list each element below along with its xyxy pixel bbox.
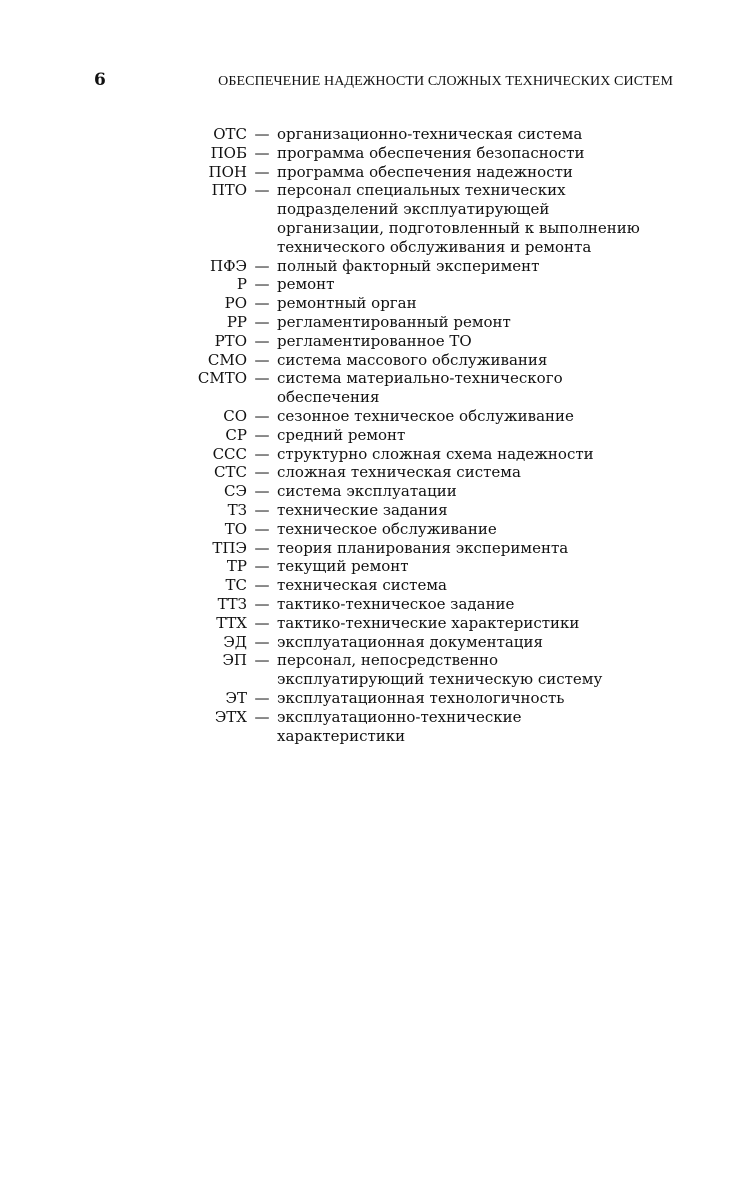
abbreviation-term: Р — [236, 275, 247, 294]
abbreviation-definition — [277, 426, 675, 445]
abbreviation-definition — [277, 501, 675, 520]
abbreviation-term: ТР — [226, 557, 247, 576]
definition-line: ремонтный орган — [277, 294, 417, 313]
em-dash-separator: — — [254, 256, 270, 275]
abbreviation-term: ПОБ — [210, 143, 247, 162]
running-title: ОБЕСПЕЧЕНИЕ НАДЕЖНОСТИ СЛОЖНЫХ ТЕХНИЧЕСКИХ СИСТЕМ — [218, 74, 673, 89]
abbreviation-entry — [0, 369, 755, 407]
definition-line: регламентированное ТО — [277, 331, 472, 350]
abbreviation-entry — [0, 539, 755, 558]
abbreviation-term: ССС — [212, 444, 247, 463]
abbreviation-definition — [277, 557, 675, 576]
abbreviation-entry — [0, 181, 755, 256]
definition-line: программа обеспечения надежности — [277, 162, 573, 181]
em-dash-separator: — — [254, 538, 270, 557]
definition-line: эксплуатационно-технические — [277, 707, 522, 726]
page-header — [94, 70, 673, 96]
abbreviation-term: ЭТХ — [214, 707, 247, 726]
definition-line: организационно-техническая система — [277, 125, 583, 143]
abbreviation-list — [0, 125, 755, 745]
definition-line: текущий ремонт — [277, 557, 409, 576]
definition-line: сезонное техническое обслуживание — [277, 406, 574, 425]
abbreviation-entry — [0, 407, 755, 426]
abbreviation-entry — [0, 257, 755, 276]
em-dash-separator: — — [254, 143, 270, 162]
abbreviation-term: СЭ — [224, 482, 247, 501]
abbreviation-definition — [277, 163, 675, 182]
definition-line: структурно сложная схема надежности — [277, 444, 594, 463]
em-dash-separator: — — [254, 406, 270, 425]
definition-line: техническая система — [277, 576, 447, 595]
em-dash-separator: — — [254, 331, 270, 350]
abbreviation-term: ОТС — [213, 125, 247, 143]
em-dash-separator: — — [254, 613, 270, 632]
em-dash-separator: — — [254, 632, 270, 651]
definition-line: регламентированный ремонт — [277, 312, 511, 331]
abbreviation-entry — [0, 463, 755, 482]
abbreviation-definition — [277, 614, 675, 633]
abbreviation-entry — [0, 144, 755, 163]
definition-line: средний ремонт — [277, 425, 406, 444]
definition-line: программа обеспечения безопасности — [277, 143, 585, 162]
abbreviation-term: ТЗ — [227, 500, 247, 519]
abbreviation-definition — [277, 407, 675, 426]
em-dash-separator: — — [254, 482, 270, 501]
page-number: 6 — [94, 70, 106, 90]
abbreviation-term: СМО — [207, 350, 247, 369]
em-dash-separator: — — [254, 651, 270, 670]
abbreviation-entry — [0, 426, 755, 445]
em-dash-separator: — — [254, 594, 270, 613]
definition-line: техническое обслуживание — [277, 519, 497, 538]
definition-line: обеспечения — [277, 388, 380, 407]
abbreviation-definition — [277, 539, 675, 558]
em-dash-separator: — — [254, 707, 270, 726]
abbreviation-entry — [0, 482, 755, 501]
abbreviation-definition — [277, 351, 675, 370]
definition-line: тактико-технические характеристики — [277, 613, 580, 632]
abbreviation-term: СР — [225, 425, 247, 444]
em-dash-separator: — — [254, 294, 270, 313]
abbreviation-term: СТС — [214, 463, 247, 482]
abbreviation-definition — [277, 689, 675, 708]
abbreviation-definition — [277, 576, 675, 595]
definition-line: характеристики — [277, 726, 406, 745]
abbreviation-term: ТТЗ — [217, 594, 247, 613]
em-dash-separator: — — [254, 500, 270, 519]
definition-line: эксплуатирующий техническую систему — [277, 670, 603, 689]
abbreviation-definition — [277, 463, 675, 482]
abbreviation-term: РТО — [214, 331, 247, 350]
abbreviation-term: ЭТ — [225, 688, 247, 707]
abbreviation-definition — [277, 520, 675, 539]
abbreviation-definition — [277, 257, 675, 276]
abbreviation-entry — [0, 501, 755, 520]
abbreviation-entry — [0, 445, 755, 464]
abbreviation-term: СО — [223, 406, 247, 425]
abbreviation-entry — [0, 708, 755, 746]
abbreviation-definition — [277, 125, 675, 144]
abbreviation-term: ПОН — [208, 162, 247, 181]
em-dash-separator: — — [254, 312, 270, 331]
abbreviation-entry — [0, 275, 755, 294]
definition-line: технические задания — [277, 500, 448, 519]
definition-line: технического обслуживания и ремонта — [277, 237, 592, 256]
abbreviation-entry — [0, 689, 755, 708]
definition-line: организации, подготовленный к выполнению — [277, 218, 640, 237]
em-dash-separator: — — [254, 576, 270, 595]
abbreviation-entry — [0, 313, 755, 332]
abbreviation-term: ТО — [224, 519, 247, 538]
abbreviation-term: СМТО — [197, 369, 247, 388]
definition-line: тактико-техническое задание — [277, 594, 515, 613]
definition-line: система массового обслуживания — [277, 350, 548, 369]
definition-line: ремонт — [277, 275, 335, 294]
abbreviation-entry — [0, 351, 755, 370]
abbreviation-entry — [0, 651, 755, 689]
definition-line: полный факторный эксперимент — [277, 256, 540, 275]
em-dash-separator: — — [254, 519, 270, 538]
abbreviation-term: ТС — [225, 576, 247, 595]
abbreviation-definition — [277, 332, 675, 351]
em-dash-separator: — — [254, 688, 270, 707]
abbreviation-term: ЭП — [222, 651, 247, 670]
definition-line: эксплуатационная технологичность — [277, 688, 565, 707]
definition-line: система эксплуатации — [277, 482, 457, 501]
abbreviation-term: ПФЭ — [209, 256, 247, 275]
abbreviation-definition — [277, 144, 675, 163]
definition-line: теория планирования эксперимента — [277, 538, 569, 557]
em-dash-separator: — — [254, 275, 270, 294]
abbreviation-definition — [277, 595, 675, 614]
abbreviation-definition — [277, 651, 675, 689]
em-dash-separator: — — [254, 162, 270, 181]
definition-line: сложная техническая система — [277, 463, 521, 482]
abbreviation-definition — [277, 445, 675, 464]
abbreviation-entry — [0, 576, 755, 595]
abbreviation-definition — [277, 181, 675, 256]
abbreviation-term: ТПЭ — [212, 538, 247, 557]
em-dash-separator: — — [254, 444, 270, 463]
definition-line: эксплуатационная документация — [277, 632, 543, 651]
abbreviation-entry — [0, 332, 755, 351]
abbreviation-term: ТТХ — [216, 613, 247, 632]
definition-line: персонал специальных технических — [277, 181, 566, 200]
definition-line: система материально-технического — [277, 369, 563, 388]
em-dash-separator: — — [254, 425, 270, 444]
definition-line: подразделений эксплуатирующей — [277, 200, 550, 219]
abbreviation-term: РО — [224, 294, 247, 313]
abbreviation-definition — [277, 294, 675, 313]
abbreviation-definition — [277, 313, 675, 332]
abbreviation-definition — [277, 708, 675, 746]
definition-line: персонал, непосредственно — [277, 651, 498, 670]
abbreviation-definition — [277, 482, 675, 501]
abbreviation-definition — [277, 275, 675, 294]
em-dash-separator: — — [254, 463, 270, 482]
abbreviation-entry — [0, 520, 755, 539]
abbreviation-entry — [0, 294, 755, 313]
abbreviation-definition — [277, 369, 675, 407]
abbreviation-entry — [0, 163, 755, 182]
abbreviation-term: РР — [226, 312, 247, 331]
abbreviation-entry — [0, 125, 755, 144]
em-dash-separator: — — [254, 369, 270, 388]
abbreviation-definition — [277, 633, 675, 652]
abbreviation-entry — [0, 557, 755, 576]
abbreviation-entry — [0, 614, 755, 633]
em-dash-separator: — — [254, 350, 270, 369]
abbreviation-entry — [0, 633, 755, 652]
em-dash-separator: — — [254, 181, 270, 200]
em-dash-separator: — — [254, 125, 270, 143]
em-dash-separator: — — [254, 557, 270, 576]
abbreviation-entry — [0, 595, 755, 614]
abbreviation-term: ЭД — [223, 632, 247, 651]
abbreviation-term: ПТО — [211, 181, 247, 200]
